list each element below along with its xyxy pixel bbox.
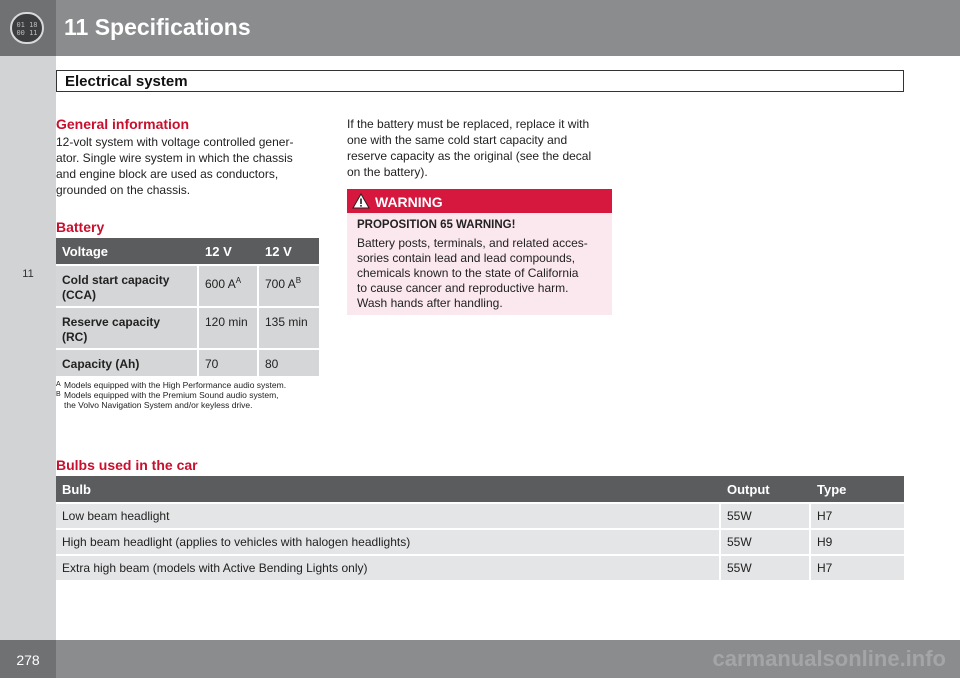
battery-table-header — [56, 238, 319, 264]
clock-line-2: 00 11 — [16, 29, 38, 37]
bulb-name: Low beam headlight — [56, 504, 719, 528]
battery-row-label: Cold start capacity (CCA) — [56, 266, 197, 306]
battery-cell-value: 70 — [199, 350, 257, 376]
battery-cell-value: 600 $A^A$ — [199, 266, 257, 306]
table-row — [56, 556, 904, 580]
replace-line: one with the same cold start capacity and — [347, 133, 568, 147]
replace-line: If the battery must be replaced, replace it with — [347, 117, 590, 131]
bulbs-col-type: Type — [817, 482, 847, 497]
replace-text — [347, 116, 591, 180]
table-row — [56, 530, 904, 554]
battery-col-voltage: Voltage — [62, 244, 108, 259]
clock-icon — [10, 12, 44, 44]
warning-header — [347, 189, 612, 213]
general-line: ator. Single wire system in which the chassis — [56, 151, 293, 165]
chapter-header — [0, 0, 960, 56]
warning-title: WARNING — [375, 194, 443, 210]
bulbs-heading: Bulbs used in the car — [56, 457, 198, 473]
bulb-name: High beam headlight (applies to vehicles with halogen headlights) — [56, 530, 719, 554]
bulbs-col-output: Output — [727, 482, 770, 497]
battery-table — [56, 238, 319, 376]
general-line: 12-volt system with voltage controlled gener- — [56, 135, 294, 149]
warning-triangle-icon — [352, 193, 370, 209]
watermark: carmanualsonline.info — [712, 646, 946, 671]
battery-row-label: Reserve capacity (RC) — [56, 308, 197, 348]
chapter-title: 11 Specifications — [64, 14, 251, 40]
clock-line-1: 01 18 — [16, 21, 38, 29]
battery-cell-value: 120 min — [199, 308, 257, 348]
general-text — [56, 134, 293, 198]
page-footer — [0, 640, 960, 678]
footnote: B Models equipped with the Premium Sound audio system, the Volvo Navigation System and/or keyless drive. — [56, 390, 279, 410]
bulbs-col-bulb: Bulb — [62, 482, 91, 497]
section-title: Electrical system — [65, 73, 188, 90]
battery-col-12v-a: 12 V — [205, 244, 232, 259]
general-heading: General information — [56, 116, 190, 132]
table-row — [56, 308, 319, 348]
bulbs-table-header — [56, 476, 904, 502]
sidebar-chapter-number: 11 — [22, 268, 34, 280]
bulb-type: H9 — [811, 530, 904, 554]
general-line: and engine block are used as conductors, — [56, 167, 279, 181]
general-line: grounded on the chassis. — [56, 183, 191, 197]
warning-subtitle: PROPOSITION 65 WARNING! — [357, 219, 516, 231]
bulb-type: H7 — [811, 504, 904, 528]
battery-cell-value: 135 min — [259, 308, 319, 348]
bulb-name: Extra high beam (models with Active Bending Lights only) — [56, 556, 719, 580]
header-icon-area — [0, 0, 56, 56]
battery-cell-value: 700 $A^B$ — [259, 266, 319, 306]
replace-line: on the battery). — [347, 165, 428, 179]
bulb-output: 55W — [721, 530, 809, 554]
battery-footnotes — [56, 380, 326, 410]
bulb-output: 55W — [721, 504, 809, 528]
section-title-bar — [56, 70, 904, 92]
table-row — [56, 350, 319, 376]
page-number: 278 — [16, 652, 40, 668]
bulbs-table — [56, 476, 904, 580]
table-row — [56, 266, 319, 306]
battery-cell-value: 80 — [259, 350, 319, 376]
bulb-output: 55W — [721, 556, 809, 580]
warning-box — [347, 189, 612, 315]
table-row — [56, 504, 904, 528]
warning-text: Battery posts, terminals, and related acces- sories contain lead and lead compounds, chemicals known to the state of California to cause cancer and reproductive harm. Wash hands after handling. — [357, 236, 588, 310]
footnote: A Models equipped with the High Performance audio system. — [56, 380, 287, 390]
battery-row-label: Capacity (Ah) — [56, 350, 197, 376]
battery-heading: Battery — [56, 219, 105, 235]
battery-col-12v-b: 12 V — [265, 244, 292, 259]
replace-line: reserve capacity as the original (see the decal — [347, 149, 592, 163]
chapter-sidebar — [0, 56, 56, 640]
bulb-type: H7 — [811, 556, 904, 580]
